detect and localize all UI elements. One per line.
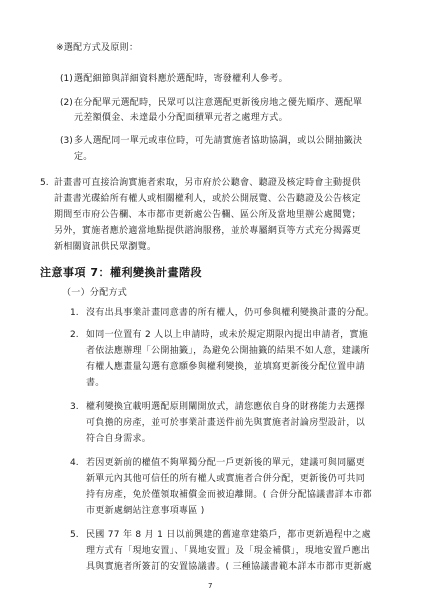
selection-item-3-marker: (3) bbox=[60, 136, 73, 146]
point-4-line-3: 持有房產，免於僅領取補償金而被迫離開。( 合併分配協議書詳本市都 bbox=[86, 490, 372, 500]
section-title: 注意事項 7：權利變換計畫階段 bbox=[40, 266, 202, 279]
selection-item-2-line-2: 元差額價金、未達最小分配面積單元者之處理方式。 bbox=[74, 113, 288, 123]
selection-heading: ※選配方式及原則： bbox=[56, 43, 139, 53]
point-2-line-1: 如同一位置有 2 人以上申請時，或未於規定期限內提出申請者，實施 bbox=[86, 330, 369, 340]
point-2-marker: 2. bbox=[70, 330, 79, 340]
point-4-line-1: 若因更新前的權值不夠單獨分配一戶更新後的單元，建議可與同屬更 bbox=[86, 458, 366, 468]
selection-item-1-line-1: 選配細節與詳細資料應於選配時，寄發權利人參考。 bbox=[74, 74, 288, 84]
selection-item-2-marker: (2) bbox=[60, 98, 73, 108]
point-3-line-2: 可負擔的房產，並可於事業計畫送件前先與實施者討論房型設計，以 bbox=[86, 418, 366, 428]
point-3-line-3: 符合自身需求。 bbox=[86, 434, 152, 444]
item-5-line-2: 計畫書光碟給所有權人或相關權利人，或於公開展覽、公告聽證及公告核定 bbox=[54, 194, 361, 204]
point-4-marker: 4. bbox=[70, 458, 79, 468]
point-5-marker: 5. bbox=[70, 530, 79, 540]
point-2-line-4: 書。 bbox=[86, 378, 105, 388]
subsection-title: （一）分配方式 bbox=[62, 288, 128, 298]
point-5-line-2: 理方式有「現地安置」、「異地安置」及「現金補償」，現地安置戶應出 bbox=[86, 546, 371, 556]
selection-item-2-line-1: 在分配單元選配時，民眾可以注意選配更新後房地之優先順序、選配單 bbox=[74, 98, 363, 108]
point-5-line-1: 民國 77 年 8 月 1 日以前興建的舊違章建築戶，都市更新過程中之處 bbox=[86, 530, 371, 540]
point-2-line-3: 有權人應畫量勾選有意願參與權利變換，並填寫更新後分配位置申請 bbox=[86, 362, 366, 372]
selection-item-3-line-1: 多人選配同一單元或車位時，可先請實施者協助協調，或以公開抽籤決 bbox=[74, 136, 363, 146]
item-5-line-4: 另外，實施者應於適當地點提供諮詢服務，並於專屬網頁等方式充分揭露更 bbox=[54, 226, 361, 236]
point-1-line-1: 沒有出具事業計畫同意書的所有權人，仍可參與權利變換計畫的分配。 bbox=[86, 308, 375, 318]
point-3-line-1: 權利變換宜載明選配原則闡開放式，請您應依自身的財務能力去選擇 bbox=[86, 402, 366, 412]
point-4-line-2: 新單元內其他可信任的所有權人或實施者合併分配，更新後仍可共同 bbox=[86, 474, 366, 484]
point-1-marker: 1. bbox=[70, 308, 79, 318]
item-5-line-5: 新相關資訊供民眾瀏覽。 bbox=[54, 242, 157, 252]
item-5-line-3: 期間至市府公告欄、本市都市更新處公告欄、區公所及當地里辦公處閱覽； bbox=[54, 210, 361, 220]
point-5-line-3: 具與實施者所簽訂的安置協議書。( 三種協議書範本詳本市都市更新處 bbox=[86, 562, 372, 572]
page-number: 7 bbox=[208, 582, 213, 590]
item-5-line-1: 計畫書可直接洽詢實施者索取，另市府於公聽會、聽證及核定時會主動提供 bbox=[54, 178, 361, 188]
selection-item-1-marker: (1) bbox=[60, 74, 73, 84]
selection-item-3-line-2: 定。 bbox=[74, 152, 93, 162]
point-3-marker: 3. bbox=[70, 402, 79, 412]
point-4-line-4: 市更新處網站注意事項專區 ) bbox=[86, 506, 205, 516]
point-2-line-2: 者依法應辦理「公開抽籤」，為避免公開抽籤的結果不如人意，建議所 bbox=[86, 346, 370, 356]
item-5-marker: 5. bbox=[40, 178, 49, 188]
